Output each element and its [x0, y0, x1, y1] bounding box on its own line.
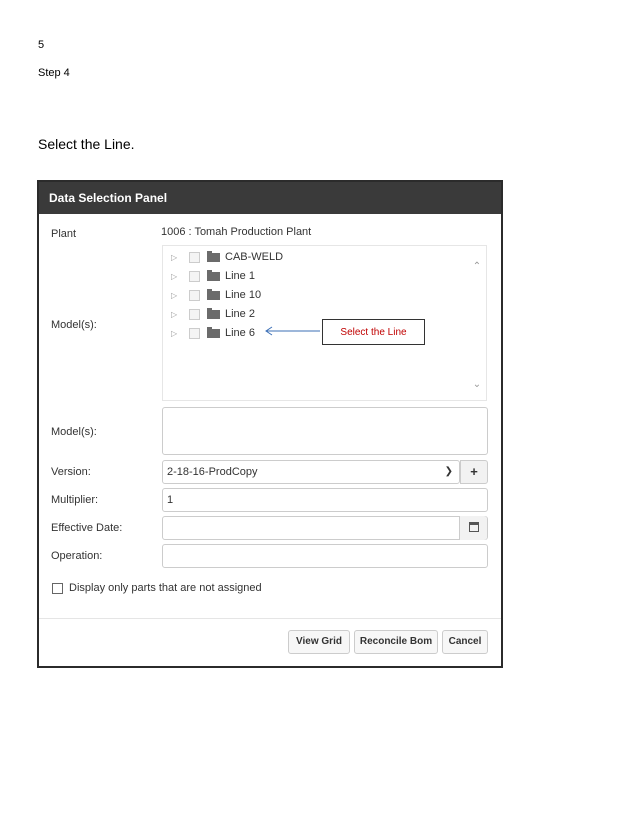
tree-checkbox[interactable] [189, 328, 200, 339]
operation-input[interactable] [162, 544, 488, 568]
tree-checkbox[interactable] [189, 309, 200, 320]
expand-arrow-icon[interactable]: ▷ [171, 309, 178, 319]
effective-date-input[interactable] [162, 516, 488, 540]
cancel-button[interactable]: Cancel [442, 630, 488, 654]
unassigned-parts-checkbox[interactable] [52, 583, 63, 594]
tree-item-label: Line 1 [225, 270, 255, 282]
unassigned-parts-label: Display only parts that are not assigned [69, 582, 262, 594]
tree-item-cab-weld[interactable] [171, 248, 283, 266]
multiplier-label: Multiplier: [51, 494, 99, 506]
tree-item-label: Line 2 [225, 308, 255, 320]
scroll-up-icon[interactable]: ⌃ [472, 261, 482, 272]
version-label: Version: [51, 466, 91, 478]
tree-item-line-10[interactable] [171, 286, 261, 304]
tree-item-label: Line 10 [225, 289, 262, 301]
tree-checkbox[interactable] [189, 271, 200, 282]
multiplier-input[interactable]: 1 [162, 488, 488, 512]
page-number: 5 [38, 39, 45, 51]
chevron-down-icon[interactable]: ❯ [444, 466, 453, 477]
tree-item-line-2[interactable] [171, 305, 255, 323]
tree-item-line-1[interactable] [171, 267, 255, 285]
effective-date-label: Effective Date: [51, 522, 123, 534]
expand-arrow-icon[interactable]: ▷ [171, 328, 178, 338]
calendar-button[interactable] [459, 516, 487, 540]
folder-icon [207, 291, 220, 300]
expand-arrow-icon[interactable]: ▷ [171, 290, 178, 300]
expand-arrow-icon[interactable]: ▷ [171, 271, 178, 281]
models-label: Model(s): [51, 319, 97, 331]
expand-arrow-icon[interactable]: ▷ [171, 252, 178, 262]
data-selection-panel [37, 180, 503, 668]
folder-icon [207, 310, 220, 319]
panel-title: Data Selection Panel [39, 182, 501, 214]
tree-item-label: CAB-WELD [225, 251, 284, 263]
calendar-icon [469, 522, 479, 532]
add-version-button[interactable]: + [460, 460, 488, 484]
tree-checkbox[interactable] [189, 252, 200, 263]
instruction-text: Select the Line. [38, 136, 135, 152]
folder-icon [207, 253, 220, 262]
scroll-down-icon[interactable]: ⌄ [472, 379, 482, 390]
plant-value: 1006 : Tomah Production Plant [161, 226, 312, 238]
view-grid-button[interactable]: View Grid [288, 630, 350, 654]
operation-label: Operation: [51, 550, 103, 562]
plant-label: Plant [51, 228, 77, 240]
tree-item-label: Line 6 [225, 327, 255, 339]
version-value: 2-18-16-ProdCopy [167, 466, 258, 478]
arrow-icon [264, 326, 322, 336]
reconcile-bom-button[interactable]: Reconcile Bom [354, 630, 438, 654]
step-label: Step 4 [38, 67, 70, 79]
folder-icon [207, 272, 220, 281]
unassigned-parts-option[interactable] [52, 582, 262, 594]
models-label-2: Model(s): [51, 426, 97, 438]
tree-checkbox[interactable] [189, 290, 200, 301]
annotation-callout: Select the Line [322, 319, 425, 345]
models-selected-field[interactable] [162, 407, 488, 455]
version-select[interactable] [162, 460, 460, 484]
folder-icon [207, 329, 220, 338]
footer-divider [39, 618, 501, 619]
tree-item-line-6[interactable] [171, 324, 255, 342]
